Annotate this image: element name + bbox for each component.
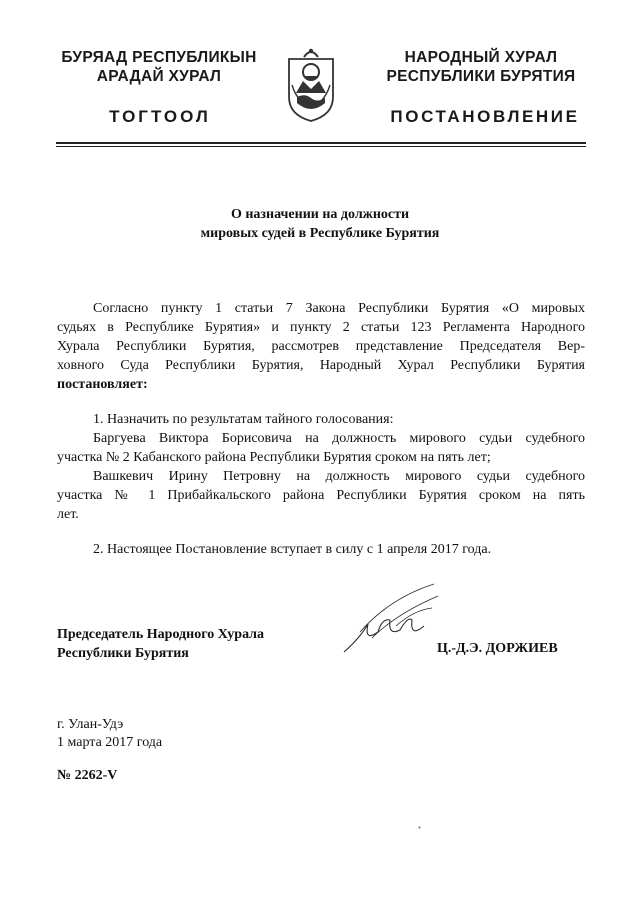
issuer-name-buryat	[48, 48, 270, 86]
preamble-line-1: Согласно пункту 1 статьи 7 Закона Республики Бурятия «О мировых	[93, 301, 585, 316]
appointee-1-line-2: участка № 2 Кабанского района Республики Бурятия сроком на пять лет;	[57, 450, 491, 465]
header-rule-thick	[56, 142, 586, 144]
preamble	[57, 299, 585, 394]
preamble-resolves: постановляет:	[57, 377, 148, 392]
issuer-name-russian-line-1: НАРОДНЫЙ ХУРАЛ	[404, 49, 558, 66]
resolution-title-line-2: мировых судей в Республике Бурятия	[200, 226, 440, 241]
preamble-line-3: Хурала Республики Бурятия, рассмотрев представление Председателя Вер-	[57, 339, 585, 354]
issuer-name-russian	[378, 48, 584, 86]
appointee-2-line-3: лет.	[57, 507, 79, 522]
signatory-name: Ц.-Д.Э. ДОРЖИЕВ	[437, 641, 558, 656]
handwritten-signature	[338, 580, 448, 660]
document-number: № 2262-V	[57, 768, 118, 783]
issue-date: 1 марта 2017 года	[57, 735, 163, 750]
appointee-1-line-1: Баргуева Виктора Борисовича на должность мирового судьи судебного	[93, 431, 585, 446]
doc-type-russian: ПОСТАНОВЛЕНИЕ	[390, 107, 580, 126]
preamble-line-4: ховного Суда Республики Бурятия, Народный Хурал Республики Бурятия	[57, 358, 585, 373]
issuer-name-buryat-line-2: АРАДАЙ ХУРАЛ	[96, 68, 222, 85]
scan-speck	[418, 826, 421, 829]
item-1	[57, 410, 585, 524]
signatory-title	[57, 625, 264, 663]
item-2-text: 2. Настоящее Постановление вступает в силу с 1 апреля 2017 года.	[93, 542, 492, 557]
item-2	[57, 540, 585, 559]
preamble-line-2: судьях в Республике Бурятия» и пункту 2 статьи 123 Регламента Народного	[57, 320, 585, 335]
coat-of-arms-icon	[285, 45, 337, 123]
resolution-title-line-1: О назначении на должности	[230, 207, 410, 222]
doc-type-buryat: ТОГТООЛ	[109, 107, 211, 126]
appointee-2-line-1: Вашкевич Ирину Петровну на должность мирового судьи судебного	[93, 469, 585, 484]
appointee-2-line-2: участка № 1 Прибайкальского района Республики Бурятия сроком на пять	[57, 488, 585, 503]
signatory-title-line-1: Председатель Народного Хурала	[57, 627, 265, 642]
issuer-name-russian-line-2: РЕСПУБЛИКИ БУРЯТИЯ	[386, 68, 576, 85]
header-rule-thin	[56, 146, 586, 147]
issue-city: г. Улан-Удэ	[57, 717, 124, 732]
resolution-title	[150, 205, 490, 243]
issuer-name-buryat-line-1: БУРЯАД РЕСПУБЛИКЫН	[61, 49, 257, 66]
item-1-text: 1. Назначить по результатам тайного голосования:	[93, 412, 394, 427]
signatory-title-line-2: Республики Бурятия	[57, 646, 189, 661]
